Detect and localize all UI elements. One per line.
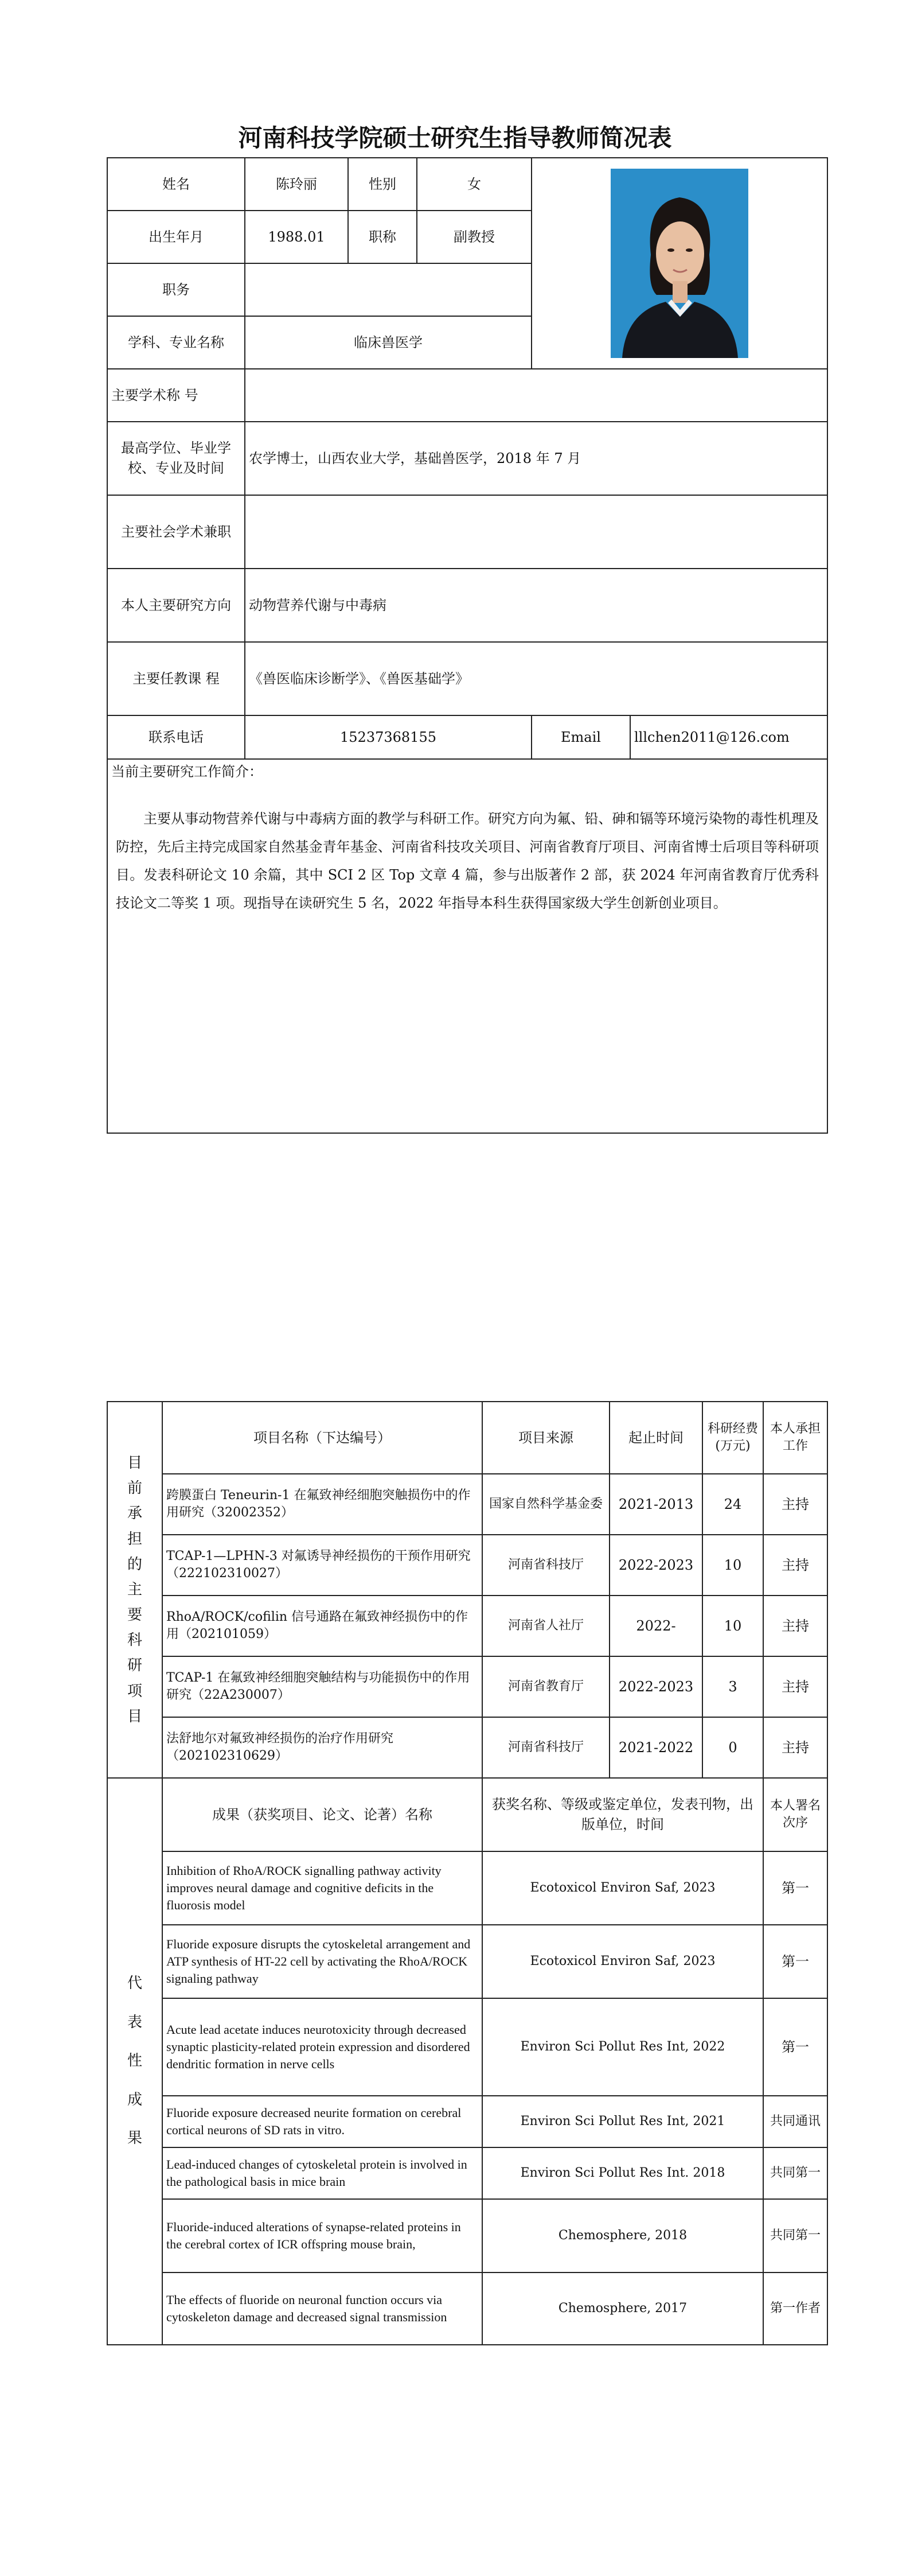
- social-label: 主要社会学术兼职: [107, 495, 245, 569]
- project-row-source: 河南省科技厅: [482, 1717, 610, 1778]
- achievement-row-rank: 第一: [763, 1925, 827, 1998]
- research-value: 动物营养代谢与中毒病: [245, 569, 827, 642]
- courses-value: 《兽医临床诊断学》、《兽医基础学》: [245, 642, 827, 715]
- research-label: 本人主要研究方向: [107, 569, 245, 642]
- projects-header-source: 项目来源: [482, 1402, 610, 1474]
- achievement-row-source: Environ Sci Pollut Res Int. 2018: [482, 2147, 763, 2199]
- achievement-row-rank: 共同第一: [763, 2147, 827, 2199]
- achievement-row-name: Fluoride-induced alterations of synapse-related proteins in the cerebral cortex of ICR offspring mouse brain,: [162, 2199, 482, 2273]
- project-row-role: 主持: [763, 1474, 827, 1535]
- email-cell: [532, 715, 827, 759]
- projects-achievements-table: [107, 1401, 828, 2345]
- degree-value: 农学博士，山西农业大学，基础兽医学，2018 年 7 月: [245, 422, 827, 495]
- name-label: 姓名: [107, 158, 245, 211]
- projects-header-period: 起止时间: [610, 1402, 702, 1474]
- discipline-label: 学科、专业名称: [107, 316, 245, 369]
- projects-header-role: 本人承担工作: [763, 1402, 827, 1474]
- page-title: 河南科技学院硕士研究生指导教师简况表: [238, 124, 672, 152]
- birth-label: 出生年月: [107, 211, 245, 263]
- email-value: lllchen2011@126.com: [634, 729, 790, 745]
- achievements-header-source: 获奖名称、等级或鉴定单位，发表刊物，出版单位，时间: [482, 1778, 763, 1851]
- project-row-role: 主持: [763, 1596, 827, 1656]
- gender-label: 性别: [348, 158, 417, 211]
- achievement-row-name: Fluoride exposure disrupts the cytoskeletal arrangement and ATP synthesis of HT-22 cell by activating the RhoA/ROCK signaling pathway: [162, 1925, 482, 1998]
- achievement-row-rank: 共同第一: [763, 2199, 827, 2273]
- achievement-row-rank: 第一作者: [763, 2273, 827, 2345]
- project-row-role: 主持: [763, 1656, 827, 1717]
- profile-table: [107, 157, 828, 1134]
- achievement-row-source: Chemosphere, 2017: [482, 2273, 763, 2345]
- courses-label: 主要任教课 程: [107, 642, 245, 715]
- achievement-row-source: Environ Sci Pollut Res Int, 2021: [482, 2096, 763, 2147]
- achievement-row-source: Environ Sci Pollut Res Int, 2022: [482, 1998, 763, 2096]
- achievements-section-label: [107, 1778, 162, 2345]
- name-value: 陈玲丽: [245, 158, 348, 211]
- academic-value: [245, 369, 827, 422]
- project-row-source: 国家自然科学基金委: [482, 1474, 610, 1535]
- achievement-row-name: The effects of fluoride on neuronal function occurs via cytoskeleton damage and decreased signal transmission: [162, 2273, 482, 2345]
- achievement-row-name: Acute lead acetate induces neurotoxicity through decreased synaptic plasticity-related protein expression and disordered dendritic formation in nerve cells: [162, 1998, 482, 2096]
- project-row-name: TCAP-1—LPHN-3 对氟诱导神经损伤的干预作用研究（222102310027）: [162, 1535, 482, 1596]
- title-value: 副教授: [417, 211, 532, 263]
- achievement-row-rank: 第一: [763, 1851, 827, 1925]
- achievement-row-source: Ecotoxicol Environ Saf, 2023: [482, 1925, 763, 1998]
- phone-value: 15237368155: [245, 715, 532, 759]
- photo-cell: [532, 158, 827, 369]
- project-row-source: 河南省人社厅: [482, 1596, 610, 1656]
- project-row-role: 主持: [763, 1717, 827, 1778]
- degree-label: 最高学位、毕业学校、专业及时间: [107, 422, 245, 495]
- project-row-source: 河南省科技厅: [482, 1535, 610, 1596]
- achievement-row-name: Fluoride exposure decreased neurite formation on cerebral cortical neurons of SD rats in vitro.: [162, 2096, 482, 2147]
- portrait-photo: [611, 169, 748, 358]
- summary-text: 主要从事动物营养代谢与中毒病方面的教学与科研工作。研究方向为氟、铅、砷和镉等环境污染物的毒性机理及防控，先后主持完成国家自然基金青年基金、河南省科技攻关项目、河南省教育厅项目、河南省博士后项目等科研项目。发表科研论文 10 余篇，其中 SCI 2 区 Top 文章 4 篇，参与出版著作 2 部，获 2024 年河南省教育厅优秀科技论文二等奖 1 项。现指导在读研究生 5 名，2022 年指导本科生获得国家级大学生创新创业项目。: [116, 810, 819, 912]
- academic-label: 主要学术称 号: [107, 369, 245, 422]
- project-row-period: 2022-: [610, 1596, 702, 1656]
- project-row-period: 2022-2023: [610, 1656, 702, 1717]
- research-summary-cell: [107, 759, 827, 1133]
- achievements-header-name: 成果（获奖项目、论文、论著）名称: [162, 1778, 482, 1851]
- project-row-name: 法舒地尔对氟致神经损伤的治疗作用研究（202102310629）: [162, 1717, 482, 1778]
- achievements-header-rank: 本人署名次序: [763, 1778, 827, 1851]
- title-label: 职称: [348, 211, 417, 263]
- phone-label: 联系电话: [107, 715, 245, 759]
- project-row-funds: 10: [702, 1535, 763, 1596]
- achievement-row-name: Lead-induced changes of cytoskeletal protein is involved in the pathological basis in mice brain: [162, 2147, 482, 2199]
- project-row-period: 2021-2022: [610, 1717, 702, 1778]
- project-row-name: RhoA/ROCK/cofilin 信号通路在氟致神经损伤中的作用（202101059）: [162, 1596, 482, 1656]
- project-row-source: 河南省教育厅: [482, 1656, 610, 1717]
- project-row-funds: 0: [702, 1717, 763, 1778]
- project-row-funds: 3: [702, 1656, 763, 1717]
- project-row-period: 2022-2023: [610, 1535, 702, 1596]
- achievement-row-source: Chemosphere, 2018: [482, 2199, 763, 2273]
- project-row-name: 跨膜蛋白 Teneurin-1 在氟致神经细胞突触损伤中的作用研究（32002352）: [162, 1474, 482, 1535]
- project-row-funds: 24: [702, 1474, 763, 1535]
- project-row-name: TCAP-1 在氟致神经细胞突触结构与功能损伤中的作用研究（22A230007）: [162, 1656, 482, 1717]
- projects-section-text: 目前承担的主要科研项目: [127, 1454, 142, 1725]
- gender-value: 女: [417, 158, 532, 211]
- discipline-value: 临床兽医学: [245, 316, 532, 369]
- projects-header-name: 项目名称（下达编号）: [162, 1402, 482, 1474]
- achievements-section-text: 代表性成果: [127, 1975, 142, 2147]
- social-value: [245, 495, 827, 569]
- project-row-period: 2021-2013: [610, 1474, 702, 1535]
- achievement-row-rank: 第一: [763, 1998, 827, 2096]
- birth-value: 1988.01: [245, 211, 348, 263]
- position-label: 职务: [107, 263, 245, 316]
- email-label: Email: [532, 716, 631, 758]
- achievement-row-name: Inhibition of RhoA/ROCK signalling pathway activity improves neural damage and cognitive deficits in the fluorosis model: [162, 1851, 482, 1925]
- achievement-row-source: Ecotoxicol Environ Saf, 2023: [482, 1851, 763, 1925]
- achievement-row-rank: 共同通讯: [763, 2096, 827, 2147]
- project-row-role: 主持: [763, 1535, 827, 1596]
- position-value: [245, 263, 532, 316]
- summary-label: 当前主要研究工作简介：: [111, 764, 263, 780]
- projects-section-label: [107, 1402, 162, 1778]
- projects-header-funds: 科研经费(万元): [702, 1402, 763, 1474]
- project-row-funds: 10: [702, 1596, 763, 1656]
